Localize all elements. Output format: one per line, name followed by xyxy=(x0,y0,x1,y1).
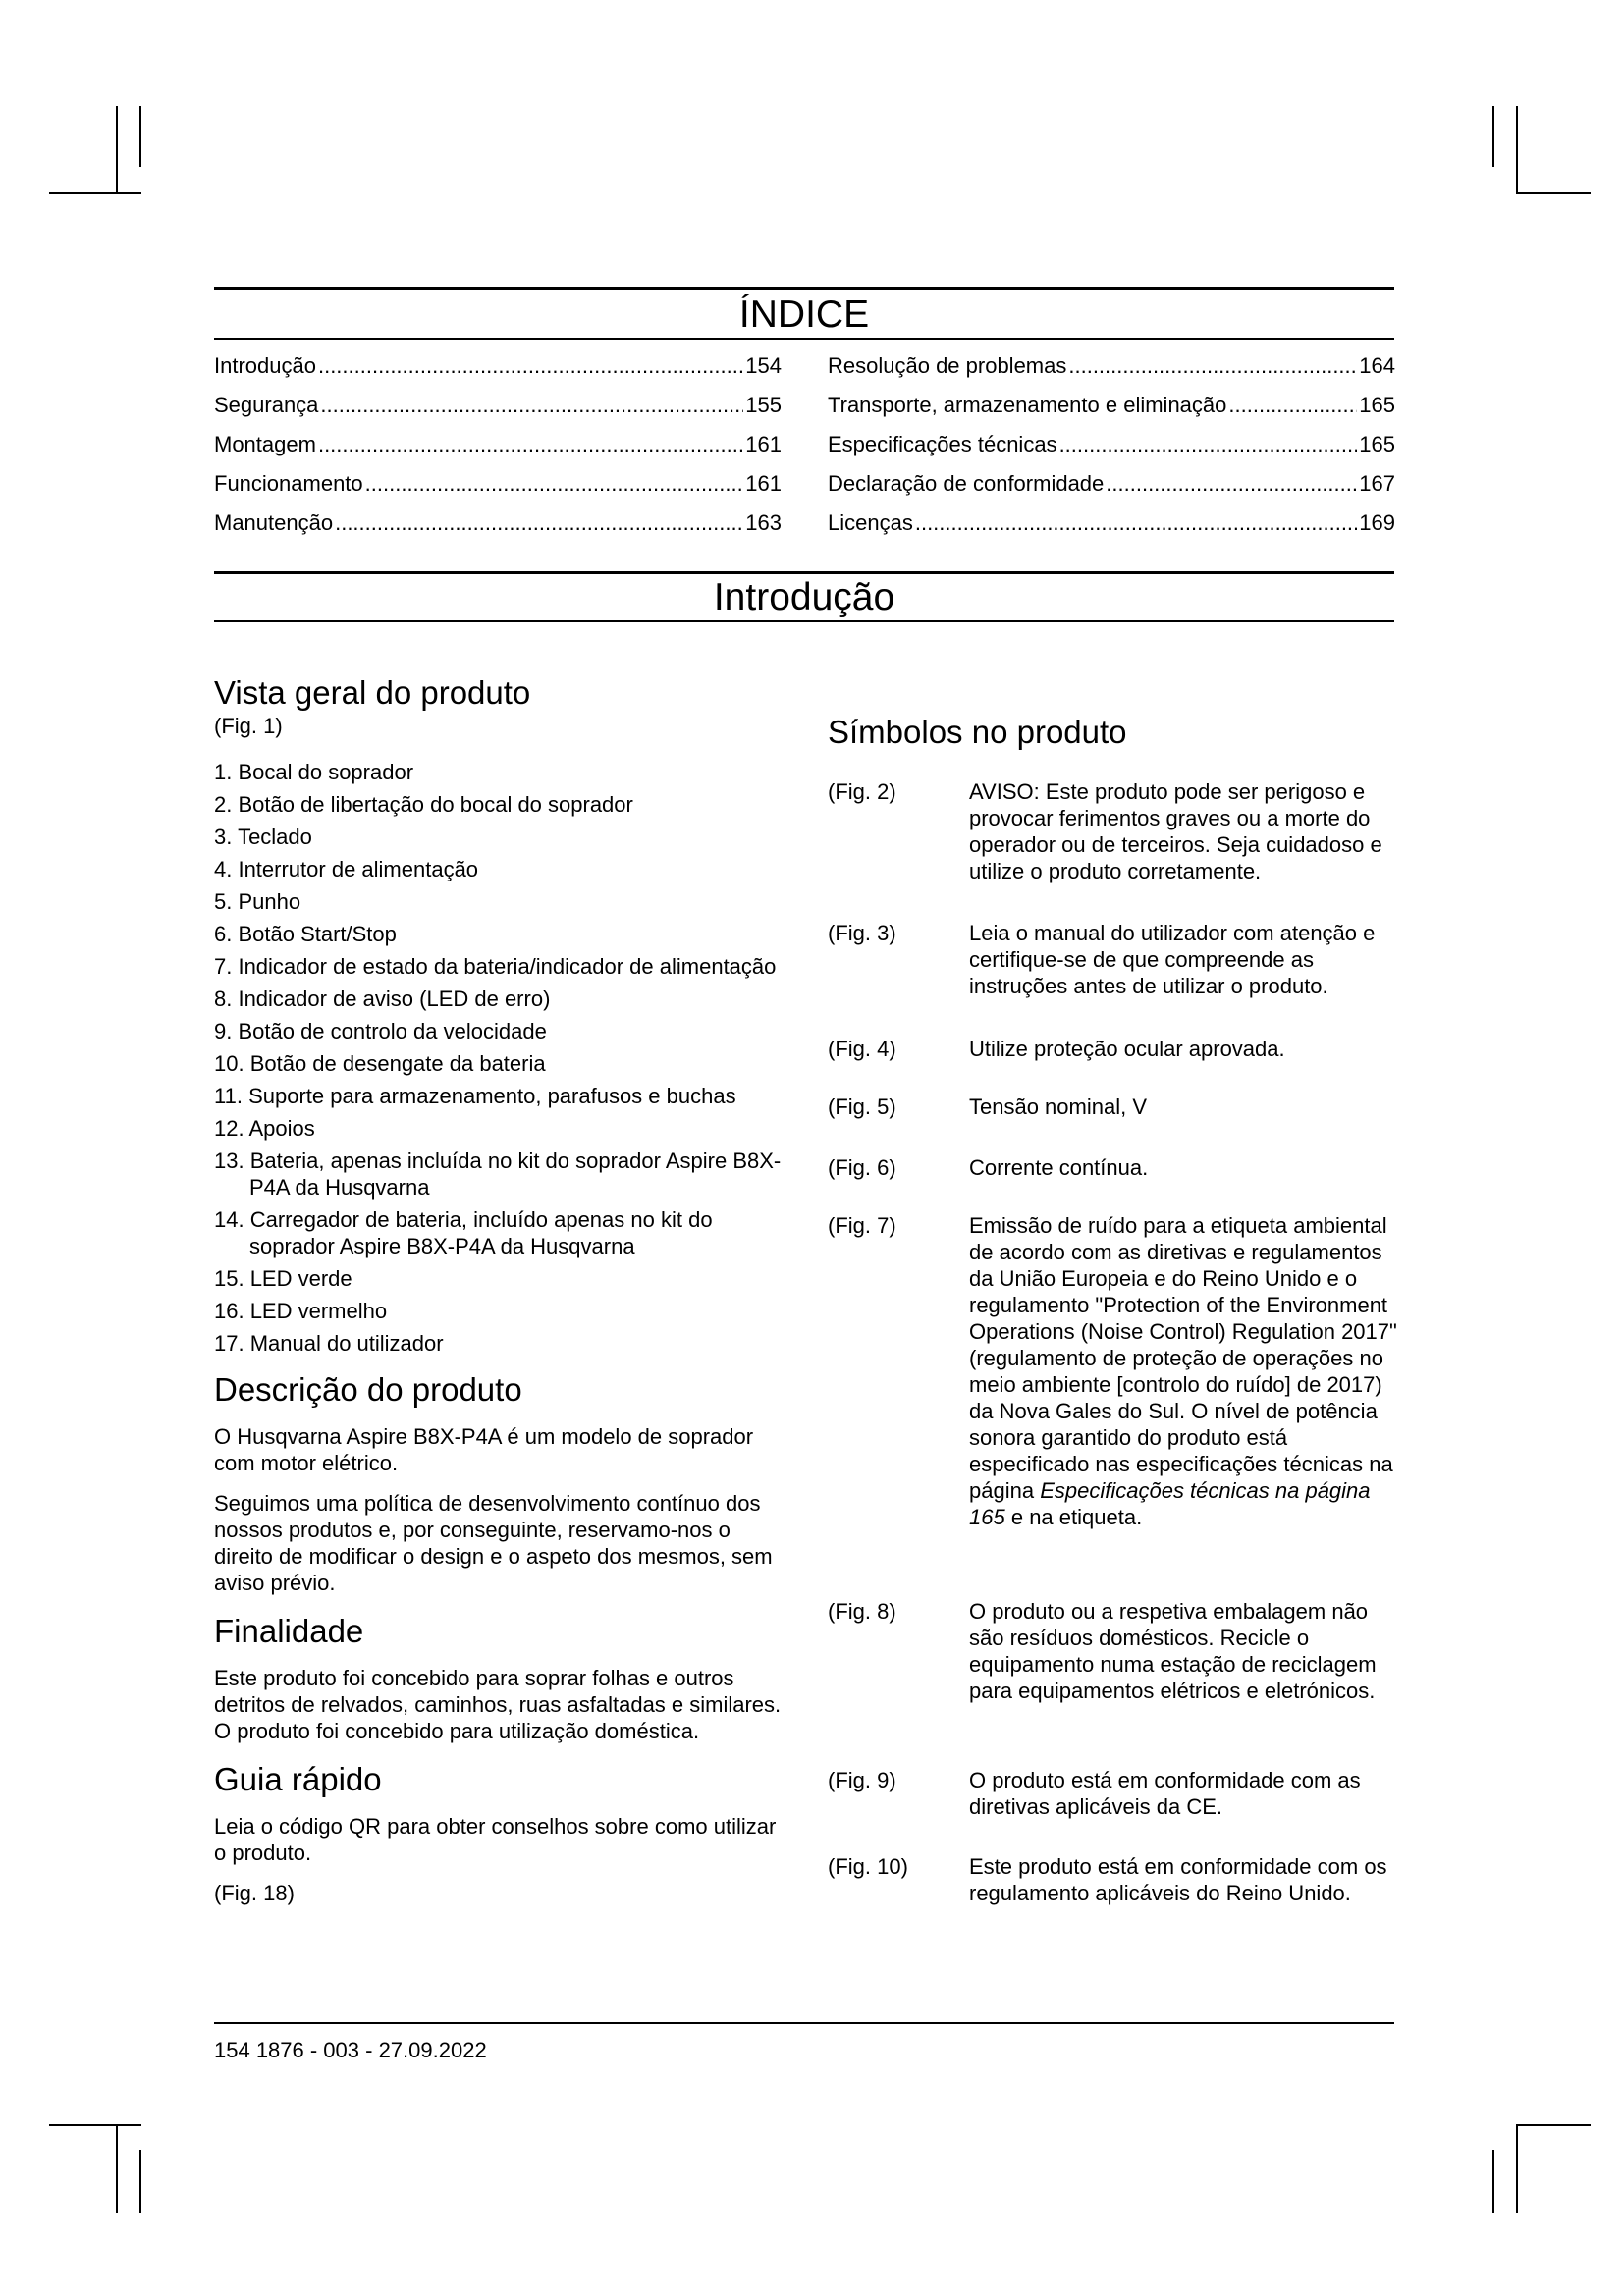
description-heading: Descrição do produto xyxy=(214,1371,522,1408)
quick-guide-fig-ref: (Fig. 18) xyxy=(214,1881,295,1905)
list-item: 12. Apoios xyxy=(214,1116,315,1141)
toc-entry-licencas[interactable]: Licenças ..... 169 xyxy=(828,510,1395,550)
intro-top-rule xyxy=(214,571,1394,574)
purpose-paragraph: Este produto foi concebido para soprar folhas e outros detritos de relvados, caminhos, ruas asfaltadas e similares. O produto foi concebido para utilização doméstica. xyxy=(214,1666,782,1743)
symbol-fig-ref: (Fig. 8) xyxy=(828,1599,896,1624)
toc-entry-transporte[interactable]: Transporte, armazenamento e eliminação ..... 165 xyxy=(828,393,1395,432)
symbol-row xyxy=(828,1853,1397,1906)
list-item: 6. Botão Start/Stop xyxy=(214,922,397,946)
purpose-heading: Finalidade xyxy=(214,1613,364,1649)
crop-mark xyxy=(1492,2150,1494,2213)
quick-guide-paragraph: Leia o código QR para obter conselhos sobre como utilizar o produto. xyxy=(214,1814,777,1865)
toc-entry-especificacoes[interactable]: Especificações técnicas ..... 165 xyxy=(828,432,1395,471)
list-item: 14. Carregador de bateria, incluído apenas no kit do soprador Aspire B8X-P4A da Husqvarna xyxy=(214,1207,713,1258)
symbol-text: Utilize proteção ocular aprovada. xyxy=(969,1037,1285,1061)
list-item: 4. Interrutor de alimentação xyxy=(214,857,479,881)
quick-guide-heading: Guia rápido xyxy=(214,1761,382,1797)
intro-title-rule xyxy=(214,620,1394,622)
crop-mark xyxy=(49,2124,141,2126)
crop-mark xyxy=(116,2124,118,2213)
list-item: 17. Manual do utilizador xyxy=(214,1331,444,1356)
list-item: 7. Indicador de estado da bateria/indicador de alimentação xyxy=(214,954,777,979)
symbol-row xyxy=(828,1094,1397,1120)
list-item: 13. Bateria, apenas incluída no kit do soprador Aspire B8X-P4A da Husqvarna xyxy=(214,1148,782,1200)
symbol-fig-ref: (Fig. 4) xyxy=(828,1037,896,1061)
toc-entry-resolucao[interactable]: Resolução de problemas ..... 164 xyxy=(828,353,1395,393)
intro-title: Introdução xyxy=(713,576,895,618)
list-item: 15. LED verde xyxy=(214,1266,352,1291)
page-footer: 154 1876 - 003 - 27.09.2022 xyxy=(214,2038,487,2062)
symbol-text: O produto está em conformidade com as diretivas aplicáveis da CE. xyxy=(969,1768,1361,1819)
list-item: 9. Botão de controlo da velocidade xyxy=(214,1019,547,1043)
symbol-row xyxy=(828,1036,1397,1062)
crop-mark xyxy=(1516,2124,1591,2126)
symbol-text: Leia o manual do utilizador com atenção e certifique-se de que compreende as instruções antes de utilizar o produto. xyxy=(969,921,1376,998)
symbol-fig-ref: (Fig. 10) xyxy=(828,1854,908,1879)
description-paragraph: Seguimos uma política de desenvolvimento contínuo dos nossos produtos e, por conseguinte, reservamo-nos o direito de modificar o design e o aspeto dos mesmos, sem aviso prévio. xyxy=(214,1491,773,1595)
symbol-text: O produto ou a respetiva embalagem não são resíduos domésticos. Recicle o equipamento numa estação de reciclagem para equipamentos elétricos e eletrónicos. xyxy=(969,1599,1377,1703)
list-item: 10. Botão de desengate da bateria xyxy=(214,1051,546,1076)
description-paragraph: O Husqvarna Aspire B8X-P4A é um modelo de soprador com motor elétrico. xyxy=(214,1424,754,1475)
toc-left-column xyxy=(214,353,782,550)
toc-entry-montagem[interactable]: Montagem ..... 161 xyxy=(214,432,782,471)
symbol-text: Corrente contínua. xyxy=(969,1155,1149,1180)
overview-fig-ref: (Fig. 1) xyxy=(214,714,283,738)
list-item: 16. LED vermelho xyxy=(214,1299,388,1323)
spec-page-link[interactable]: Especificações técnicas na página 165 xyxy=(969,1478,1371,1529)
list-item: 2. Botão de libertação do bocal do soprador xyxy=(214,792,633,817)
list-item: 3. Teclado xyxy=(214,825,312,849)
toc-entry-manutencao[interactable]: Manutenção ..... 163 xyxy=(214,510,782,550)
symbol-row xyxy=(828,778,1397,884)
symbol-row xyxy=(828,920,1397,999)
list-item: 1. Bocal do soprador xyxy=(214,760,414,784)
crop-mark xyxy=(1516,2124,1518,2213)
toc-title-rule xyxy=(214,338,1394,340)
toc-entry-introducao[interactable]: Introdução ..... 154 xyxy=(214,353,782,393)
toc-right-column xyxy=(828,353,1395,550)
list-item: 8. Indicador de aviso (LED de erro) xyxy=(214,987,551,1011)
symbol-text: Emissão de ruído para a etiqueta ambiental de acordo com as diretivas e regulamentos da União Europeia e do Reino Unido e o regulamento "Protection of the Environment Operations (Noise Control) Regulation 2017" (regulamento de proteção de operações no meio ambiente [controlo do ruído] de 2017) da Nova Gales do Sul. O nível de potência sonora garantido do produto está especificado nas especificações técnicas na página Especificações técnicas na página 165 e na etiqueta. xyxy=(969,1213,1397,1529)
crop-mark xyxy=(116,106,118,194)
symbol-row xyxy=(828,1767,1397,1820)
symbol-text: AVISO: Este produto pode ser perigoso e provocar ferimentos graves ou a morte do operador ou de terceiros. Seja cuidadoso e utilize o produto corretamente. xyxy=(969,779,1382,883)
symbol-fig-ref: (Fig. 6) xyxy=(828,1155,896,1180)
crop-mark xyxy=(139,106,141,167)
overview-heading: Vista geral do produto xyxy=(214,674,531,711)
crop-mark xyxy=(1492,106,1494,167)
toc-entry-seguranca[interactable]: Segurança ..... 155 xyxy=(214,393,782,432)
symbol-text: Este produto está em conformidade com os regulamento aplicáveis do Reino Unido. xyxy=(969,1854,1387,1905)
symbol-row xyxy=(828,1154,1397,1181)
symbol-fig-ref: (Fig. 9) xyxy=(828,1768,896,1792)
symbol-text: Tensão nominal, V xyxy=(969,1095,1147,1119)
symbol-fig-ref: (Fig. 3) xyxy=(828,921,896,945)
symbol-fig-ref: (Fig. 7) xyxy=(828,1213,896,1238)
symbol-row xyxy=(828,1212,1397,1530)
parts-list xyxy=(214,759,793,1357)
crop-mark xyxy=(139,2150,141,2213)
symbol-fig-ref: (Fig. 2) xyxy=(828,779,896,804)
toc-entry-declaracao[interactable]: Declaração de conformidade ..... 167 xyxy=(828,471,1395,510)
crop-mark xyxy=(49,192,141,194)
symbols-heading: Símbolos no produto xyxy=(828,714,1127,750)
crop-mark xyxy=(1516,106,1518,194)
list-item: 11. Suporte para armazenamento, parafusos e buchas xyxy=(214,1084,736,1108)
symbol-fig-ref: (Fig. 5) xyxy=(828,1095,896,1119)
toc-entry-funcionamento[interactable]: Funcionamento ..... 161 xyxy=(214,471,782,510)
toc-title: ÍNDICE xyxy=(738,294,870,336)
crop-mark xyxy=(1516,192,1591,194)
symbol-row xyxy=(828,1598,1397,1704)
toc-top-rule xyxy=(214,287,1394,290)
left-column xyxy=(214,673,793,1906)
footer-rule xyxy=(214,2022,1394,2024)
list-item: 5. Punho xyxy=(214,889,301,914)
